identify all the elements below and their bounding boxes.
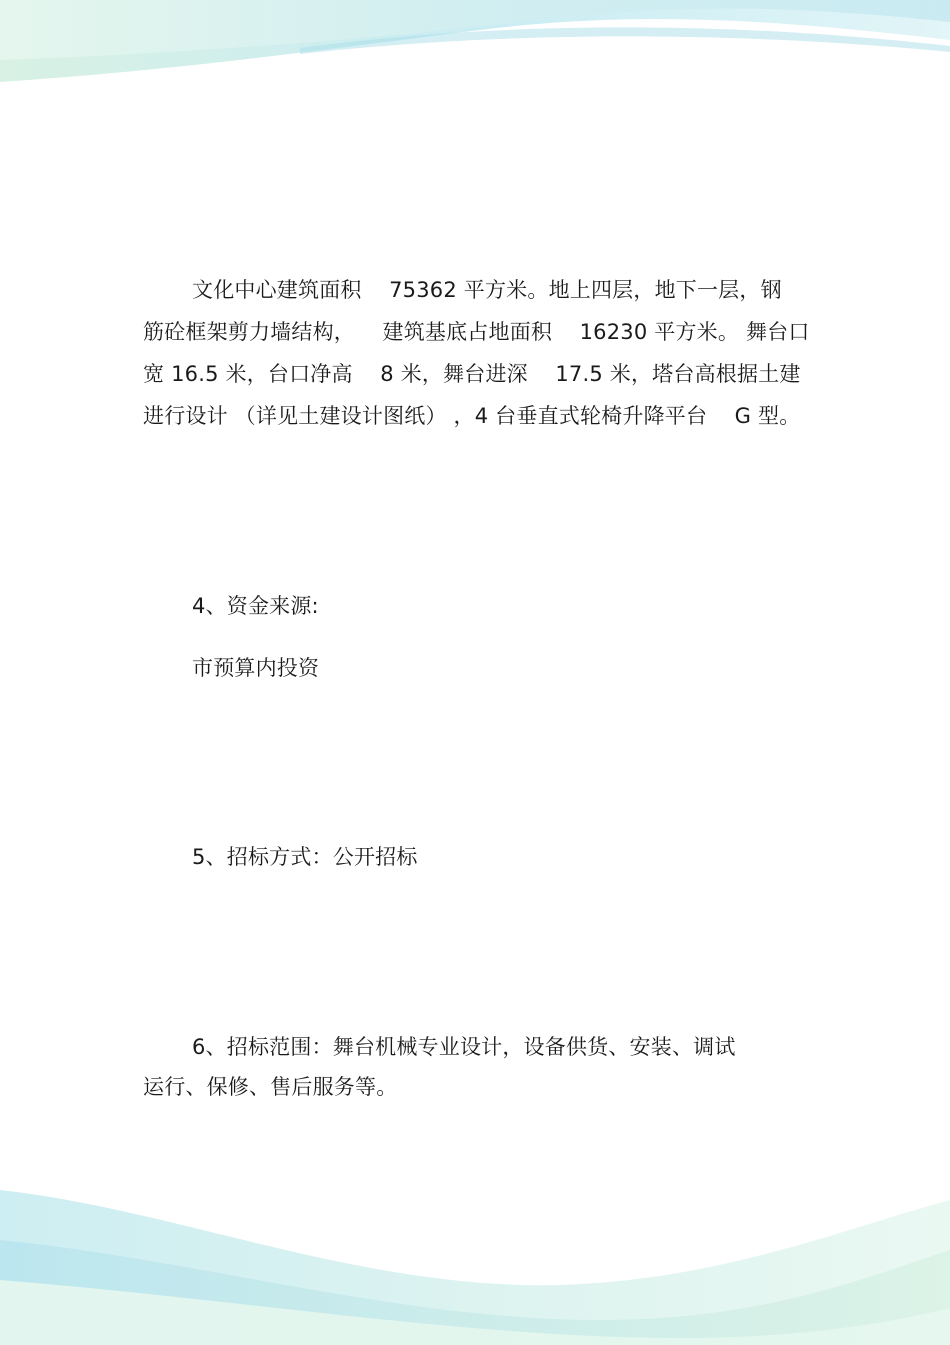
section-6-line-1: 6、招标范围：舞台机械专业设计，设备供货、安装、调试 <box>192 1035 736 1059</box>
section-4-heading: 4、资金来源: <box>192 594 319 618</box>
paragraph-1-line-2: 筋砼框架剪力墙结构， 建筑基底占地面积 16230 平方米。 舞台口 <box>143 320 810 344</box>
section-5-heading: 5、招标方式：公开招标 <box>192 845 418 869</box>
top-wave-decoration <box>0 0 950 110</box>
section-4-body: 市预算内投资 <box>192 656 320 680</box>
bottom-wave-decoration <box>0 1170 950 1345</box>
paragraph-1-line-1: 文化中心建筑面积 75362 平方米。地上四层，地下一层，钢 <box>192 278 782 302</box>
section-6-line-2: 运行、保修、售后服务等。 <box>143 1075 398 1099</box>
paragraph-1-line-3: 宽 16.5 米，台口净高 8 米，舞台进深 17.5 米，塔台高根据土建 <box>143 362 801 386</box>
paragraph-1-line-4: 进行设计 （详见土建设计图纸） ，4 台垂直式轮椅升降平台 G 型。 <box>143 404 801 428</box>
